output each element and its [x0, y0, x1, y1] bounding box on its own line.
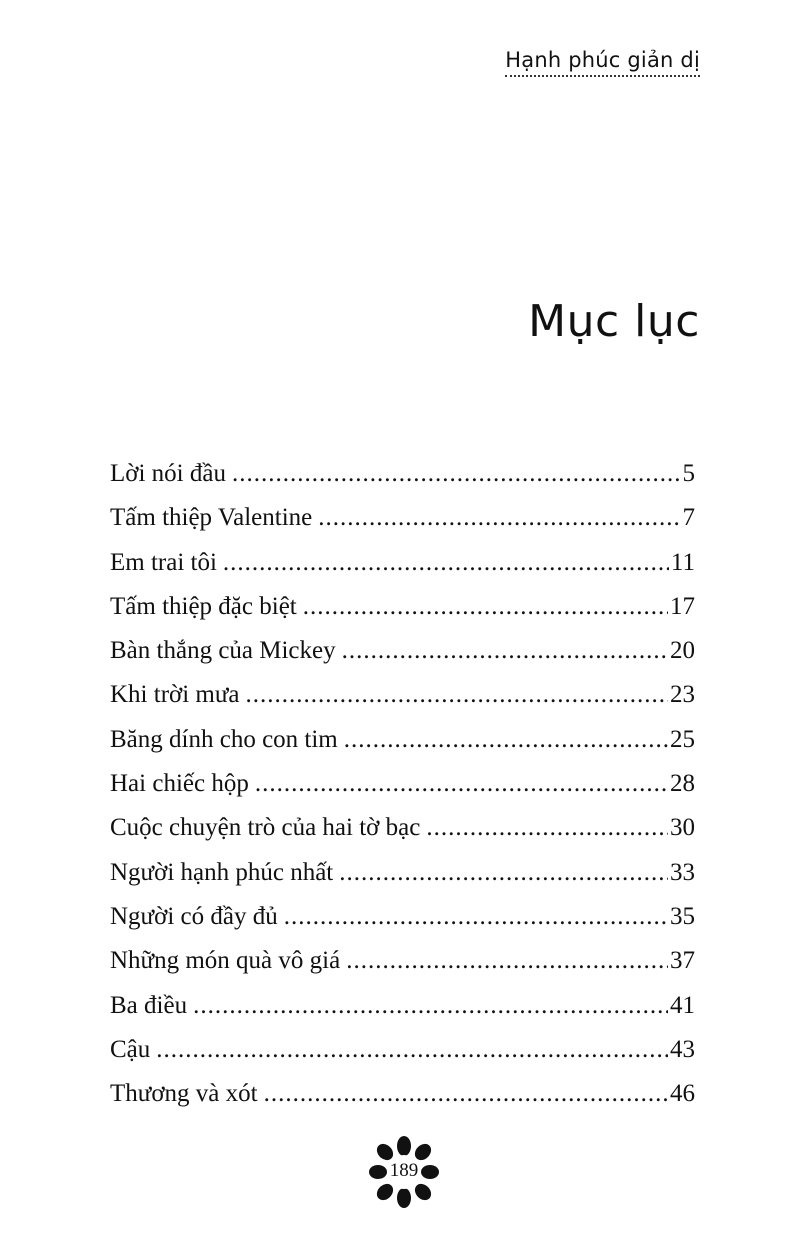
toc-entry-page: 28 [670, 770, 695, 798]
toc-entry-title: Bàn thắng của Mickey [110, 637, 336, 665]
dot-leader [339, 851, 668, 895]
toc-entry-page: 11 [670, 548, 695, 576]
dot-leader [303, 585, 668, 629]
dot-leader [342, 629, 668, 673]
toc-entry-title: Tấm thiệp đặc biệt [110, 592, 297, 620]
dot-leader [193, 984, 668, 1028]
dot-leader [284, 895, 668, 939]
toc-entry[interactable] [110, 541, 695, 585]
toc-entry-title: Lời nói đầu [110, 460, 226, 487]
toc-entry-page: 46 [670, 1080, 695, 1108]
toc-entry[interactable] [110, 1072, 695, 1116]
table-of-contents [110, 452, 695, 1116]
dot-leader [156, 1028, 668, 1072]
toc-entry[interactable] [110, 984, 695, 1028]
toc-entry-title: Băng dính cho con tim [110, 725, 338, 753]
toc-entry-title: Người hạnh phúc nhất [110, 858, 334, 886]
toc-entry[interactable] [110, 895, 695, 939]
toc-entry-page: 33 [670, 858, 695, 886]
dot-leader [318, 496, 680, 540]
toc-entry-title: Người có đầy đủ [110, 902, 278, 930]
toc-entry-page: 20 [670, 637, 695, 665]
toc-entry[interactable] [110, 673, 695, 717]
toc-entry[interactable] [110, 496, 695, 540]
toc-entry-title: Ba điều [110, 991, 188, 1019]
toc-entry-page: 5 [682, 460, 695, 487]
toc-entry-page: 25 [670, 725, 695, 753]
dot-leader [232, 452, 681, 496]
toc-entry-title: Tấm thiệp Valentine [110, 504, 313, 532]
toc-entry[interactable] [110, 1028, 695, 1072]
toc-entry-page: 17 [670, 592, 695, 620]
page-title: Mục lục [528, 296, 700, 347]
toc-entry-page: 35 [670, 902, 695, 930]
toc-entry[interactable] [110, 762, 695, 806]
toc-entry[interactable] [110, 851, 695, 895]
toc-entry-page: 37 [670, 947, 695, 975]
toc-entry[interactable] [110, 452, 695, 496]
toc-entry[interactable] [110, 939, 695, 983]
dot-leader [426, 806, 668, 850]
dot-leader [344, 718, 668, 762]
toc-entry[interactable] [110, 585, 695, 629]
toc-entry-title: Cậu [110, 1035, 151, 1063]
toc-entry-page: 7 [682, 504, 695, 532]
running-header: Hạnh phúc giản dị [505, 48, 700, 77]
dot-leader [223, 541, 669, 585]
toc-entry[interactable] [110, 718, 695, 762]
dot-leader [346, 939, 668, 983]
toc-entry-title: Khi trời mưa [110, 681, 240, 709]
toc-entry-title: Những món quà vô giá [110, 947, 341, 975]
toc-entry-page: 41 [670, 991, 695, 1019]
toc-entry[interactable] [110, 806, 695, 850]
toc-entry-page: 43 [670, 1035, 695, 1063]
dot-leader [264, 1072, 668, 1116]
dot-leader [246, 673, 668, 717]
page-number: 189 [389, 1160, 419, 1181]
toc-entry-title: Hai chiếc hộp [110, 770, 249, 798]
dot-leader [255, 762, 668, 806]
toc-entry-page: 23 [670, 681, 695, 709]
toc-entry-title: Cuộc chuyện trò của hai tờ bạc [110, 814, 421, 842]
toc-entry-title: Thương và xót [110, 1080, 258, 1108]
toc-entry-page: 30 [670, 814, 695, 842]
toc-entry[interactable] [110, 629, 695, 673]
toc-entry-title: Em trai tôi [110, 548, 217, 576]
